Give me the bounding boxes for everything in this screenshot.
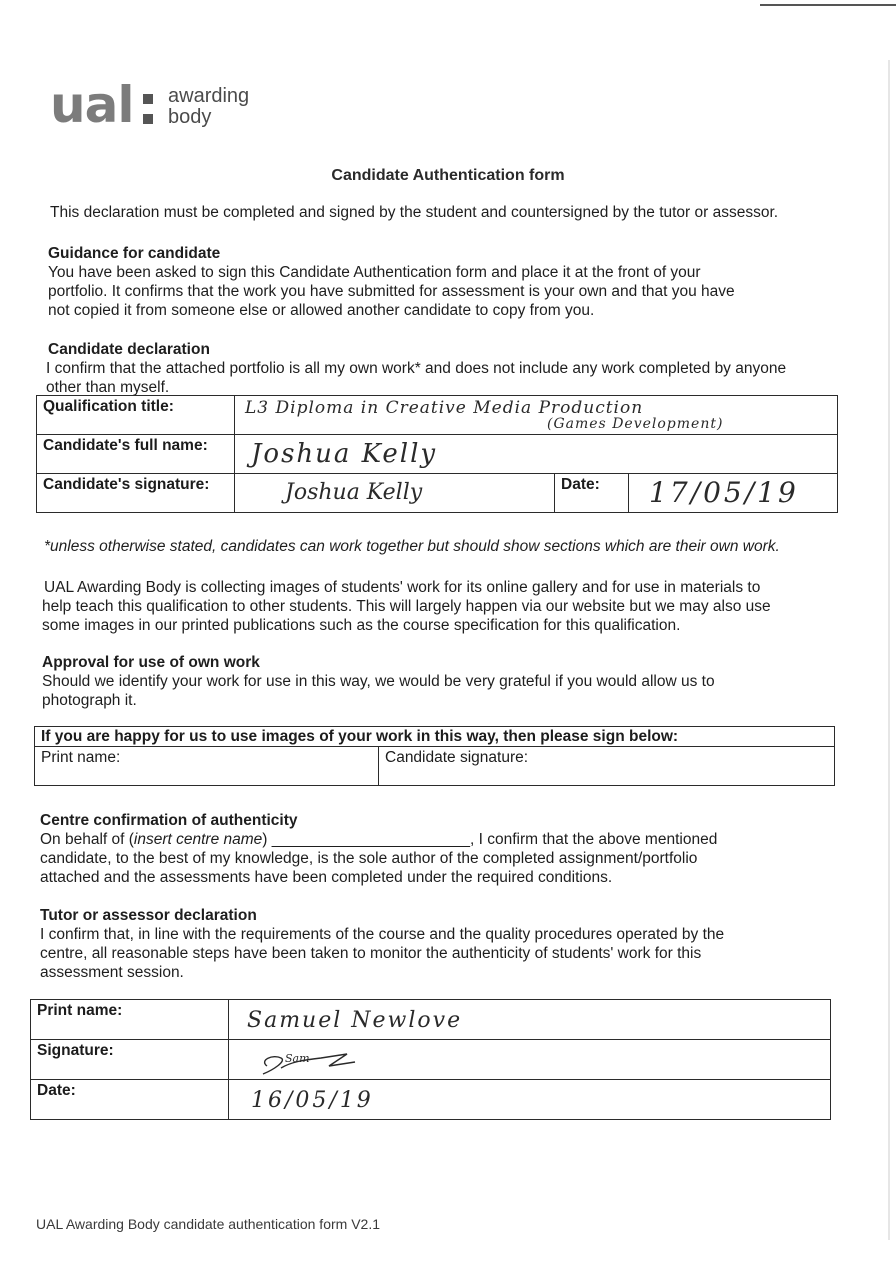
scan-edge: [760, 4, 896, 6]
qualification-field[interactable]: [235, 396, 838, 435]
tutor-date-field[interactable]: [229, 1080, 831, 1120]
declaration-heading: Candidate declaration: [48, 341, 210, 358]
candidate-table: [36, 395, 838, 513]
date-field[interactable]: [629, 474, 838, 513]
full-name-field[interactable]: [235, 435, 838, 474]
footnote: *unless otherwise stated, candidates can work together but should show sections which are their own work.: [44, 538, 780, 555]
centre-line-1: On behalf of (insert centre name) _______________________, I confirm that the above mentioned: [40, 831, 718, 848]
scan-edge-shadow: [888, 60, 890, 1240]
candidate-signature: Joshua Kelly: [285, 480, 423, 505]
consent-signature-label: Candidate signature:: [385, 749, 529, 766]
form-title: Candidate Authentication form: [331, 167, 565, 184]
tutor-print-name-handwriting: Samuel Newlove: [247, 1008, 463, 1033]
declaration-line: other than myself.: [46, 379, 170, 396]
tutor-print-name-field[interactable]: [229, 1000, 831, 1040]
guidance-line: not copied it from someone else or allowed another candidate to copy from you.: [48, 302, 595, 319]
centre-line: attached and the assessments have been completed under the required conditions.: [40, 869, 613, 886]
tutor-print-name-label: Print name:: [31, 1000, 229, 1040]
consent-signature-field[interactable]: [379, 747, 835, 786]
candidate-date: 17/05/19: [649, 476, 799, 509]
centre-heading: Centre confirmation of authenticity: [40, 812, 298, 829]
date-label: Date:: [555, 474, 629, 513]
footer: UAL Awarding Body candidate authentication form V2.1: [36, 1216, 380, 1232]
consent-header: If you are happy for us to use images of your work in this way, then please sign below:: [35, 727, 835, 747]
logo-word: ual: [50, 76, 134, 134]
intro-text: This declaration must be completed and signed by the student and countersigned by the tutor or assessor.: [50, 204, 779, 221]
consent-print-name-field[interactable]: [35, 747, 379, 786]
approval-line: Should we identify your work for use in this way, we would be very grateful if you would allow us to: [42, 673, 715, 690]
qualification-label: Qualification title:: [37, 396, 235, 435]
logo-dots: [143, 94, 155, 128]
consent-table: [34, 726, 835, 786]
signature-label: Candidate's signature:: [37, 474, 235, 513]
tutor-line: assessment session.: [40, 964, 184, 981]
qualification-handwriting: L3 Diploma in Creative Media Production: [245, 398, 644, 418]
approval-line: photograph it.: [42, 692, 137, 709]
declaration-line: I confirm that the attached portfolio is all my own work* and does not include any work completed by anyone: [46, 360, 787, 377]
gallery-line: help teach this qualification to other students. This will largely happen via our website but we may also use: [42, 598, 771, 615]
tutor-line: I confirm that, in line with the requirements of the course and the quality procedures operated by the: [40, 926, 725, 943]
guidance-line: You have been asked to sign this Candidate Authentication form and place it at the front of your: [48, 264, 701, 281]
tutor-table: [30, 999, 831, 1120]
gallery-line: UAL Awarding Body is collecting images of students' work for its online gallery and for use in materials to: [44, 579, 761, 596]
tutor-signature-field[interactable]: [229, 1040, 831, 1080]
tutor-line: centre, all reasonable steps have been taken to monitor the authenticity of students' work for this: [40, 945, 702, 962]
tutor-heading: Tutor or assessor declaration: [40, 907, 257, 924]
guidance-line: portfolio. It confirms that the work you have submitted for assessment is your own and that you have: [48, 283, 735, 300]
qualification-handwriting-2: (Games Development): [547, 416, 724, 432]
tutor-signature-label: Signature:: [31, 1040, 229, 1080]
guidance-heading: Guidance for candidate: [48, 245, 221, 262]
centre-line: candidate, to the best of my knowledge, is the sole author of the completed assignment/portfolio: [40, 850, 698, 867]
logo-text: awarding body: [168, 85, 250, 128]
approval-heading: Approval for use of own work: [42, 654, 260, 671]
consent-print-name-label: Print name:: [41, 749, 121, 766]
tutor-signature-text: Sam: [285, 1052, 310, 1065]
full-name-label: Candidate's full name:: [37, 435, 235, 474]
tutor-date-label: Date:: [31, 1080, 229, 1120]
gallery-line: some images in our printed publications such as the course specification for this qualification.: [42, 617, 681, 634]
tutor-date-handwriting: 16/05/19: [251, 1088, 374, 1113]
full-name-handwriting: Joshua Kelly: [251, 439, 438, 469]
signature-field[interactable]: [235, 474, 555, 513]
